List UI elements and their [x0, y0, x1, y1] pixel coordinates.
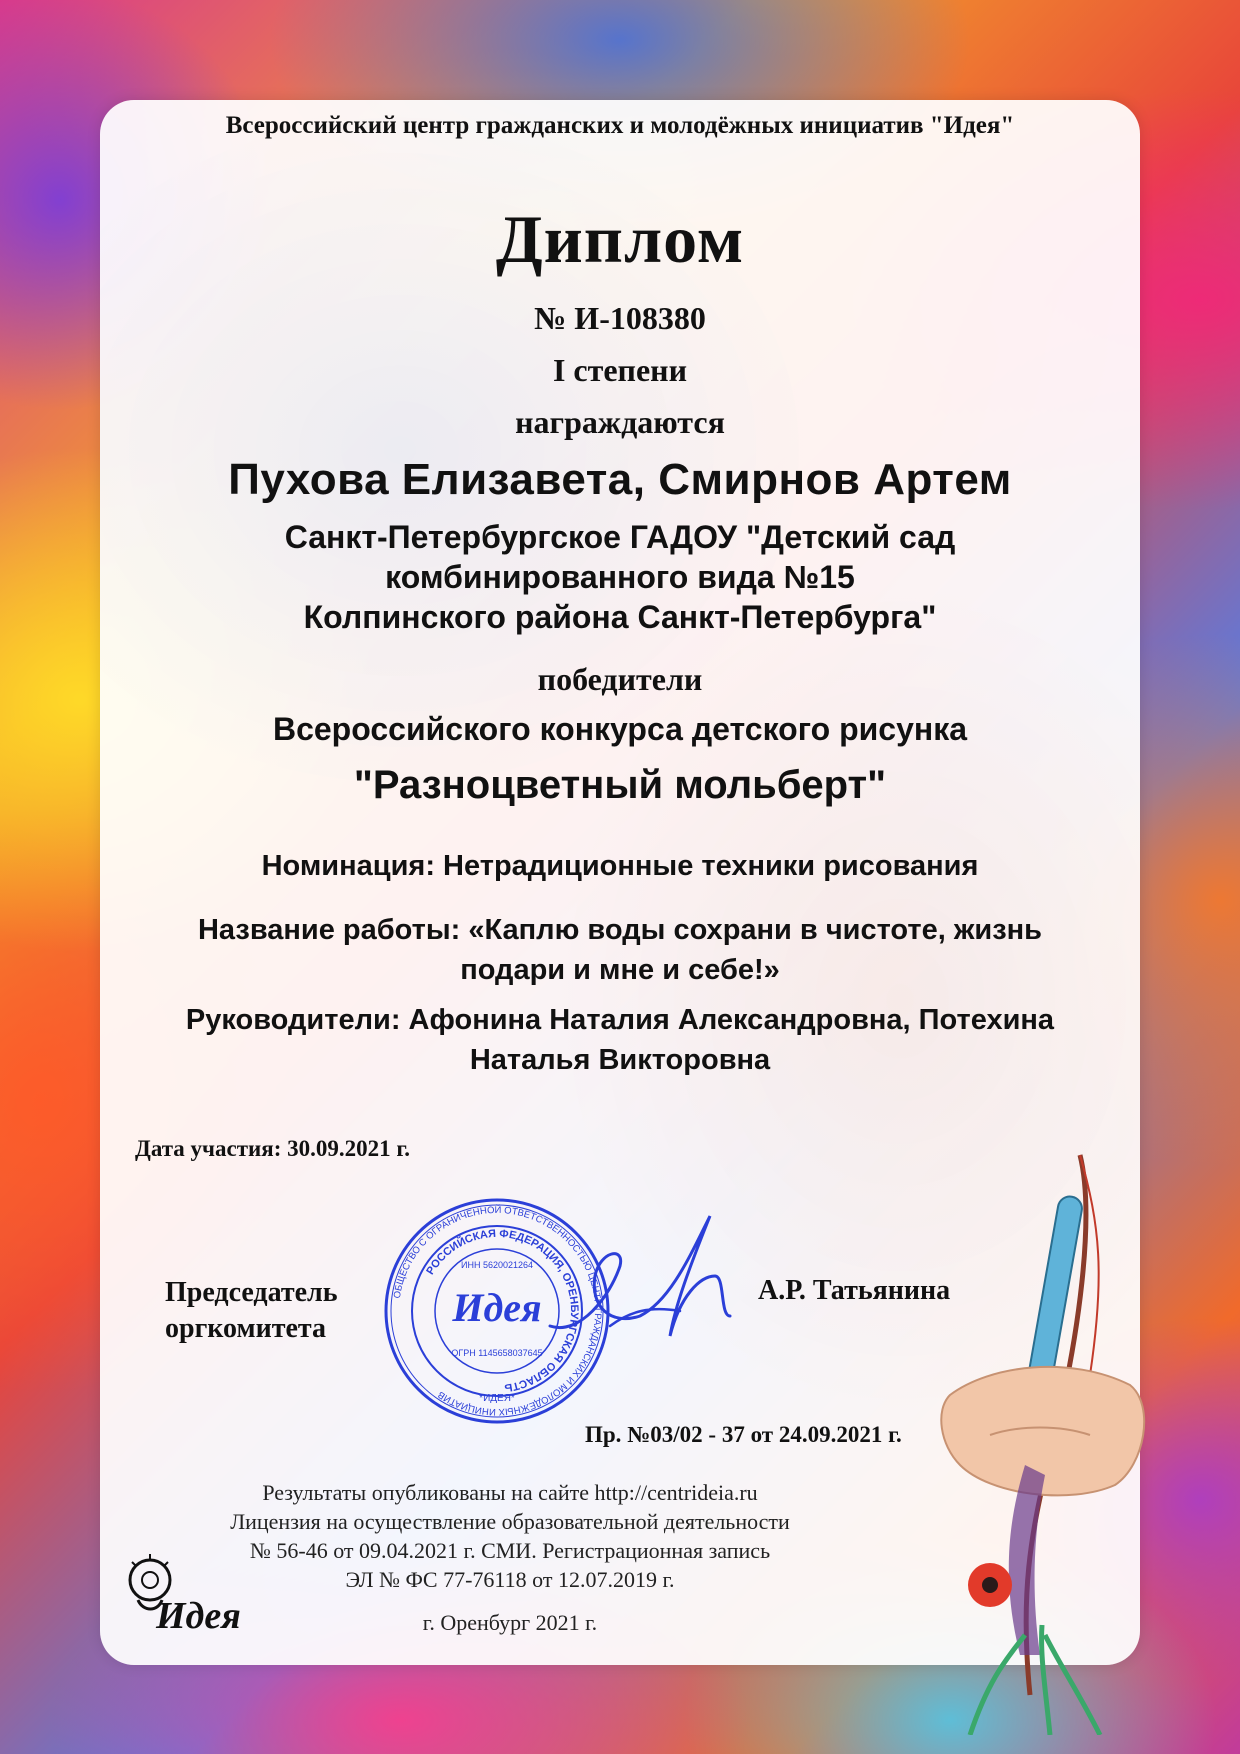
chair-title: [165, 1275, 338, 1347]
participation-date: Дата участия: 30.09.2021 г.: [135, 1136, 410, 1161]
chair-line: Председатель: [165, 1277, 338, 1308]
footer-line: № 56-46 от 09.04.2021 г. СМИ. Регистрационная запись: [249, 1538, 771, 1563]
hand-brush-illustration-icon: [930, 1135, 1160, 1735]
work-title-line: подари и мне и себе!»: [460, 954, 780, 986]
leaders-line: Наталья Викторовна: [469, 1044, 771, 1076]
svg-text:ОБЩЕСТВО С ОГРАНИЧЕННОЙ ОТВЕТС: ОБЩЕСТВО С ОГРАНИЧЕННОЙ ОТВЕТСТВЕННОСТЬЮ ЦЕНТР ГРАЖДАНСКИХ И МОЛОДЕЖНЫХ ИНИЦИАТИВ: [391, 1204, 604, 1418]
signer-name: А.Р. Татьянина: [758, 1275, 951, 1306]
diploma-degree: I степени: [552, 352, 688, 388]
institution-line: Санкт-Петербургское ГАДОУ "Детский сад: [284, 519, 956, 555]
footer-line: Результаты опубликованы на сайте http://centrideia.ru: [262, 1480, 758, 1505]
nomination: Номинация: Нетрадиционные техники рисования: [261, 850, 979, 882]
awarded-label: награждаются: [515, 404, 725, 440]
footer-line: Лицензия на осуществление образовательной деятельности: [230, 1509, 790, 1534]
idea-logo-icon: [118, 1550, 268, 1640]
organization-name: Всероссийский центр гражданских и молодёжных инициатив "Идея": [225, 112, 1015, 139]
leaders: [120, 1000, 1120, 1080]
institution-line: Колпинского района Санкт-Петербурга": [303, 599, 937, 635]
contest-label: Всероссийского конкурса детского рисунка: [272, 711, 968, 747]
svg-text:Идея: Идея: [156, 1595, 241, 1637]
footer-line: ЭЛ № ФС 77-76118 от 12.07.2019 г.: [345, 1567, 675, 1592]
chair-line: оргкомитета: [165, 1313, 326, 1344]
signature-icon: [540, 1206, 760, 1356]
work-title: [130, 910, 1110, 990]
winners-label: победители: [537, 661, 703, 697]
svg-text:*ИДЕЯ*: *ИДЕЯ*: [479, 1393, 515, 1404]
leaders-line: Руководители: Афонина Наталия Александровна, Потехина: [185, 1004, 1055, 1036]
svg-text:РОССИЙСКАЯ ФЕДЕРАЦИЯ, ОРЕНБУРГ: РОССИЙСКАЯ ФЕДЕРАЦИЯ, ОРЕНБУРГСКАЯ ОБЛАСТЬ: [424, 1227, 581, 1394]
city-year: г. Оренбург 2021 г.: [422, 1610, 598, 1635]
svg-text:ОГРН 1145658037645: ОГРН 1145658037645: [451, 1348, 543, 1358]
work-title-line: Название работы: «Каплю воды сохрани в чистоте, жизнь: [197, 914, 1043, 946]
contest-name: "Разноцветный мольберт": [353, 763, 887, 807]
order-number: Пр. №03/02 - 37 от 24.09.2021 г.: [585, 1422, 902, 1447]
footer-info: [180, 1478, 840, 1594]
svg-text:ИНН 5620021264: ИНН 5620021264: [460, 1260, 534, 1270]
institution-line: комбинированного вида №15: [385, 559, 855, 595]
document-title: Диплом: [495, 201, 745, 277]
recipient-names: Пухова Елизавета, Смирнов Артем: [228, 455, 1012, 504]
diploma-number: № И-108380: [534, 300, 706, 336]
institution: [0, 517, 1240, 637]
svg-text:Идея: Идея: [452, 1285, 542, 1330]
